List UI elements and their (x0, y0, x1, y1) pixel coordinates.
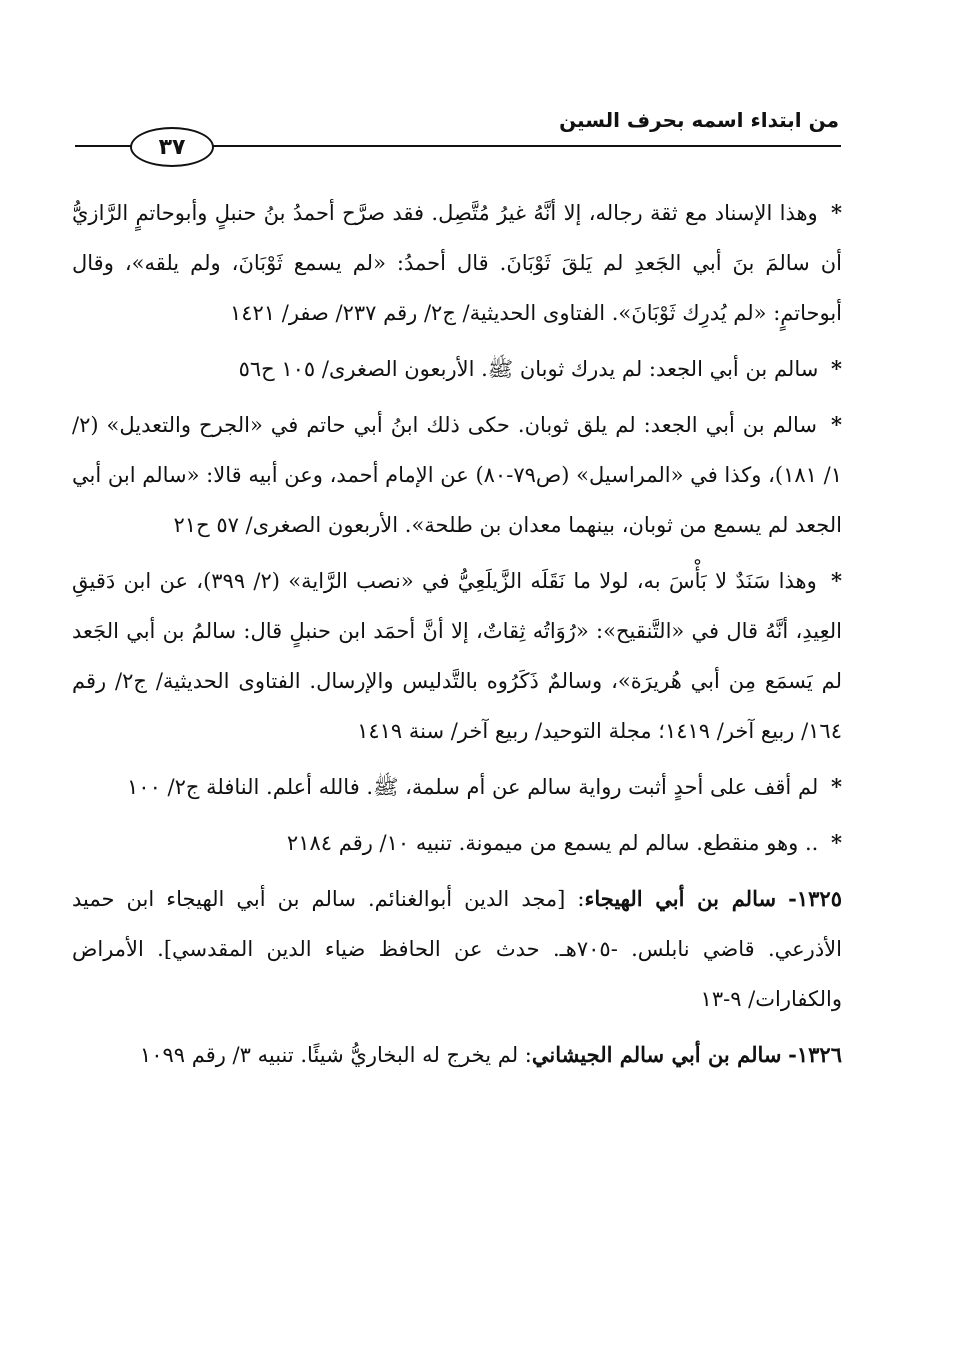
entry-paragraph (72, 762, 842, 812)
entry-marker: * (831, 412, 842, 437)
entry-name: سالم بن أبي سالم الجيشاني (531, 1042, 782, 1067)
biography-entry (72, 874, 842, 1024)
entry-text: وهذا سَنَدٌ لا بَأْسَ به، لولا ما نَقَلَه الزَّيلَعِيُّ في «نصب الرَّاية» (٢/ ٣٩٩)، عن ابن دَقيقِ العِيدِ، أنَّهُ قال في «التَّنقيح»: «رُوَاتُه ثِقاتٌ، إلا أنَّ أحمَد ابن حنبلٍ قال: سالمُ بن أبي الجَعد لم يَسمَع مِن أبي هُريرَة»، وسالمٌ ذَكَرُوه بالتَّدليس والإرسال. الفتاوى الحديثية/ ج٢/ رقم ١٦٤/ ربيع آخر/ ١٤١٩؛ مجلة التوحيد/ ربيع آخر/ سنة ١٤١٩ (72, 569, 843, 743)
entry-text: : [مجد الدين أبوالغنائم. سالم بن أبي الهيجاء ابن حميد الأذرعي. قاضي نابلس. -٧٠٥هـ. حدث عن الحافظ ضياء الدين المقدسي]. الأمراض والكفارات/ ٩-١٣ (72, 887, 842, 1011)
entry-marker: * (831, 356, 842, 381)
running-head-title: من ابتداء اسمه بحرف السين (559, 108, 839, 132)
entry-paragraph (72, 818, 842, 868)
entry-number: ١٣٢٦- (788, 1042, 842, 1067)
entry-paragraph (72, 400, 842, 550)
entry-marker: * (831, 830, 842, 855)
entry-name: سالم بن أبي الهيجاء (584, 886, 777, 911)
entry-text: سالم بن أبي الجعد: لم يدرك ثوبان ﷺ. الأربعون الصغرى/ ١٠٥ ح٥٦ (238, 357, 819, 381)
page-body (72, 188, 842, 1080)
entry-text: لم أقف على أحدٍ أثبت رواية سالم عن أم سلمة، ﷺ. فالله أعلم. النافلة ج٢/ ١٠٠ (127, 775, 819, 799)
entry-paragraph (72, 556, 842, 756)
biography-entry (72, 1030, 842, 1080)
entry-marker: * (831, 774, 842, 799)
entry-text: وهذا الإسناد مع ثقة رجاله، إلا أنَّهُ غيرُ مُتَّصِل. فقد صرَّح أحمدُ بنُ حنبلٍ وأبوحاتمٍ الرَّازيُّ أن سالمَ بنَ أبي الجَعدِ لم يَلقَ ثَوْبَانَ. قال أحمدُ: «لم يسمع ثَوْبَانَ، ولم يلقه»، وقال أبوحاتمٍ: «لم يُدرِك ثَوْبَانَ». الفتاوى الحديثية/ ج٢/ رقم ٢٣٧/ صفر/ ١٤٢١ (72, 201, 842, 325)
entry-marker: * (831, 200, 842, 225)
page-number-badge (130, 127, 214, 167)
entry-paragraph (72, 188, 842, 338)
entry-paragraph (72, 344, 842, 394)
entry-text: سالم بن أبي الجعد: لم يلق ثوبان. حكى ذلك ابنُ أبي حاتم في «الجرح والتعديل» (٢/ ١/ ١٨١)، وكذا في «المراسيل» (ص٧٩-٨٠) عن الإمام أحمد، وعن أبيه قالا: «سالم ابن أبي الجعد لم يسمع من ثوبان، بينهما معدان بن طلحة». الأربعون الصغرى/ ٥٧ ح٢١ (72, 413, 842, 537)
entry-text: : لم يخرج له البخاريُّ شيئًا. تنبيه ٣/ رقم ١٠٩٩ (139, 1043, 532, 1067)
entry-text: .. وهو منقطع. سالم لم يسمع من ميمونة. تنبيه ١٠/ رقم ٢١٨٤ (286, 831, 819, 855)
page-number: ٣٧ (158, 134, 186, 160)
entry-number: ١٣٢٥- (788, 886, 842, 911)
entry-marker: * (831, 568, 842, 593)
